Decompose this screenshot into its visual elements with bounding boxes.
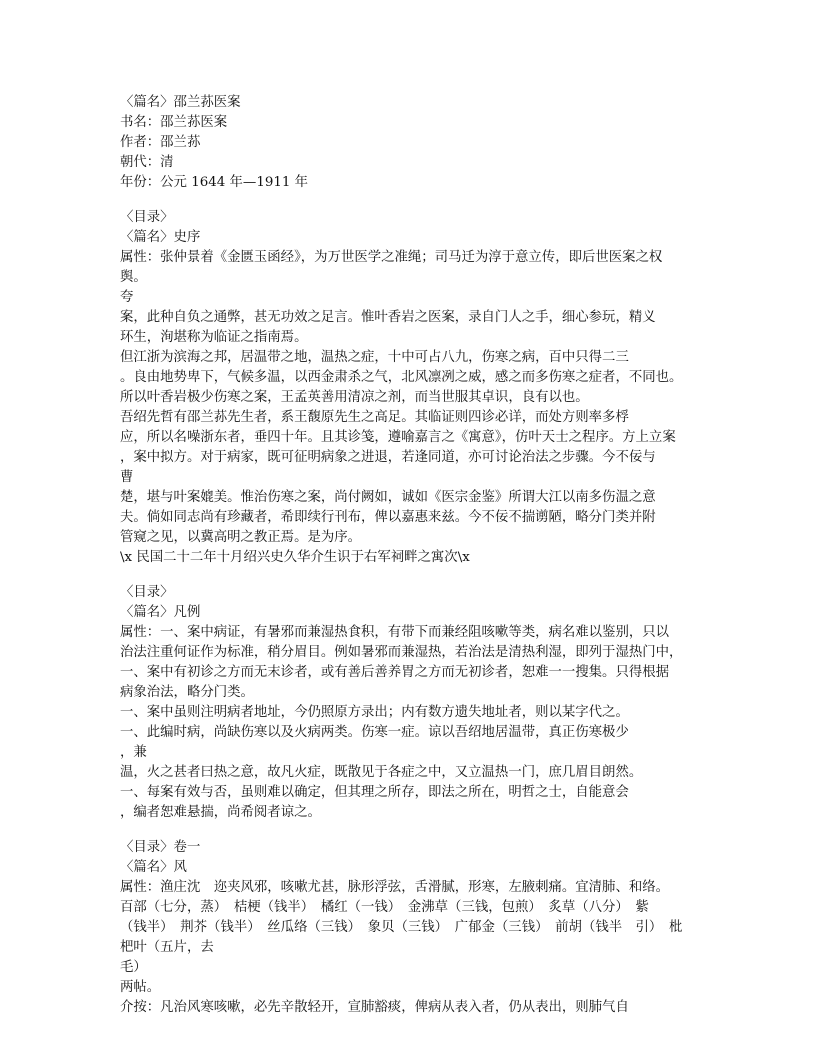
text-line: 案，此种自负之通弊，甚无功效之足言。惟叶香岩之医案，录自门人之手，细心参玩，精义 [120, 310, 656, 325]
text-line: 杷叶（五片，去 [120, 940, 214, 955]
text-line-dynasty: 朝代：清 [120, 155, 174, 170]
text-line: 但江浙为滨海之邦，居温带之地，温热之症，十中可占八九，伤寒之病，百中只得二三 [120, 350, 629, 365]
text-line: ，兼 [120, 745, 147, 760]
text-line-year: 年份：公元 1644 年—1911 年 [120, 175, 309, 190]
text-line: 一、每案有效与否，虽则难以确定，但其理之所存，即法之所在，明哲之士，自能意会 [120, 785, 629, 800]
text-line-toc-heading: 〈目录〉卷一 [120, 840, 201, 855]
text-line: 温，火之甚者曰热之意，故凡火症，既散见于各症之中，又立温热一门，庶几眉目朗然。 [120, 765, 643, 780]
text-line-author: 作者：邵兰荪 [120, 135, 201, 150]
text-line: 应，所以名噪浙东者，垂四十年。且其诊笺，遵喻嘉言之《寓意》，仿叶天士之程序。方上立案 [120, 430, 676, 445]
text-line: ，案中拟方。对于病家，既可征明病象之进退，若逢同道，亦可讨论治法之步骤。今不佞与 [120, 450, 656, 465]
text-line: 毛） [120, 960, 147, 975]
text-line: 百部（七分，蒸） 桔梗（钱半） 橘红（一钱） 金沸草（三钱，包煎） 炙草（八分） 紫 [120, 900, 649, 915]
text-line: ，编者恕难悬揣，尚希阅者谅之。 [120, 805, 321, 820]
text-line: 吾绍先哲有邵兰荪先生者，系王馥原先生之高足。其临证则四诊必详，而处方则率多桴 [120, 410, 629, 425]
text-line: 一、案中有初诊之方而无末诊者，或有善后善养胃之方而无初诊者，恕难一一搜集。只得根据 [120, 665, 670, 680]
text-line-toc-heading: 〈目录〉 [120, 210, 174, 225]
text-line: 夸 [120, 290, 134, 305]
text-line: 病象治法，略分门类。 [120, 685, 254, 700]
text-line: 舆。 [120, 270, 147, 285]
text-line: 一、此编时病，尚缺伤寒以及火病两类。伤寒一症。谅以吾绍地居温带，真正伤寒极少 [120, 725, 629, 740]
text-line: （钱半） 荆芥（钱半） 丝瓜络（三钱） 象贝（三钱） 广郁金（三钱） 前胡（钱半 引） 枇 [120, 920, 683, 935]
text-line-section-title: 〈篇名〉凡例 [120, 605, 201, 620]
text-line-section-title: 〈篇名〉史序 [120, 230, 201, 245]
text-line: 夫。倘如同志尚有珍藏者，希即续行刊布，俾以嘉惠来兹。今不佞不揣谫陋，略分门类并附 [120, 510, 656, 525]
text-line: 环生，洵堪称为临证之指南焉。 [120, 330, 308, 345]
text-line: 。良由地势卑下，气候多温，以西金肃杀之气，北风凛冽之威，感之而多伤寒之症者，不同也。 [120, 370, 683, 385]
text-line-signature: \x 民国二十二年十月绍兴史久华介生识于右军祠畔之寓次\x [120, 550, 470, 565]
text-line: 管窥之见，以冀高明之教正焉。是为序。 [120, 530, 362, 545]
text-line: 楚，堪与叶案媲美。惟治伤寒之案，尚付阙如，诚如《医宗金鉴》所谓大江以南多伤温之意 [120, 490, 656, 505]
text-line: 属性：渔庄沈 迩夹风邪，咳嗽尤甚，脉形浮弦，舌滑腻，形寒，左腋刺痛。宜清肺、和络。 [120, 880, 670, 895]
text-line: 两帖。 [120, 980, 161, 995]
text-line: 曹 [120, 470, 134, 485]
text-line-book-name: 书名：邵兰荪医案 [120, 115, 228, 130]
text-line: 所以叶香岩极少伤寒之案，王孟英善用清凉之剂，而当世服其卓识，良有以也。 [120, 390, 589, 405]
text-line: 一、案中虽则注明病者地址，今仍照原方录出；内有数方遗失地址者，则以某字代之。 [120, 705, 629, 720]
text-line: 属性：一、案中病证，有暑邪而兼湿热食积，有带下而兼经阻咳嗽等类，病名难以鉴别，只以 [120, 625, 670, 640]
text-line-section-title: 〈篇名〉风 [120, 860, 187, 875]
text-line-title: 〈篇名〉邵兰荪医案 [120, 95, 241, 110]
text-line-toc-heading: 〈目录〉 [120, 585, 174, 600]
text-line: 治法注重何证作为标准，稍分眉目。例如暑邪而兼湿热，若治法是清热利湿，即列于湿热门中， [120, 645, 683, 660]
text-line: 介按：凡治风寒咳嗽，必先辛散轻开，宣肺豁痰，俾病从表入者，仍从表出，则肺气自 [120, 1000, 629, 1015]
text-line: 属性：张仲景着《金匮玉函经》，为万世医学之准绳；司马迁为淳于意立传，即后世医案之权 [120, 250, 663, 265]
